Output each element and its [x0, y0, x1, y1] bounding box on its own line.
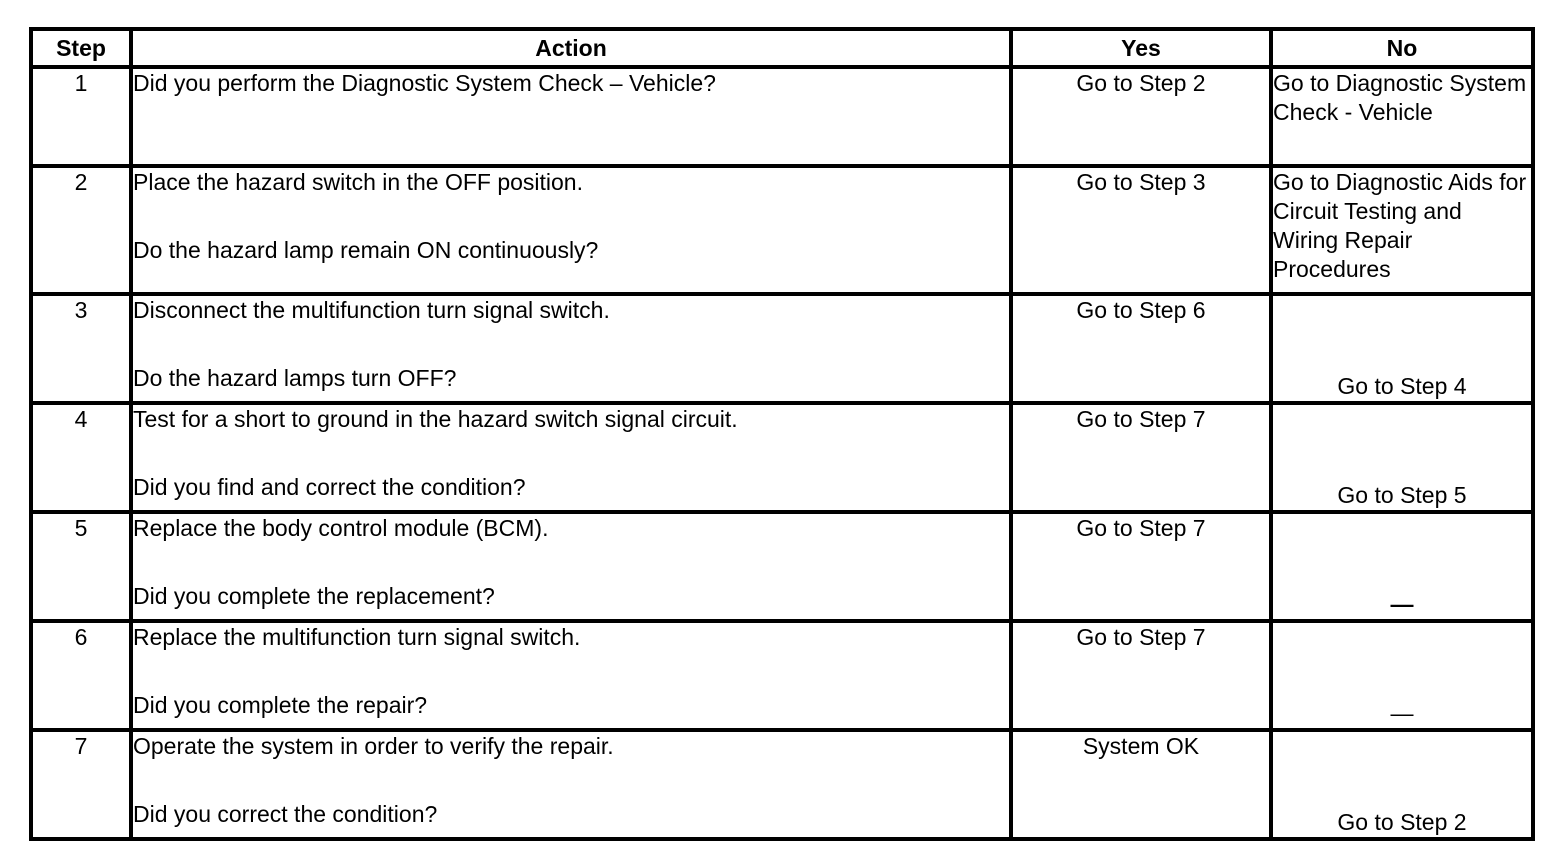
no-cell: Go to Diagnostic Aids for Circuit Testing and Wiring Repair Procedures [1271, 166, 1533, 294]
table-row [31, 166, 1533, 294]
action-cell [131, 294, 1011, 403]
table-row [31, 403, 1533, 512]
table-row [31, 621, 1533, 730]
action-text: Replace the multifunction turn signal switch. [133, 624, 581, 650]
question-text: Did you correct the condition? [133, 801, 438, 827]
action-text: Operate the system in order to verify the repair. [133, 733, 614, 759]
yes-cell: Go to Step 7 [1011, 512, 1271, 621]
action-cell [131, 67, 1011, 166]
action-text: Place the hazard switch in the OFF position. [133, 169, 583, 195]
table-row [31, 512, 1533, 621]
action-cell [131, 512, 1011, 621]
step-number: 6 [31, 621, 131, 730]
no-cell: Go to Step 2 [1271, 730, 1533, 839]
step-number: 1 [31, 67, 131, 166]
step-number: 3 [31, 294, 131, 403]
action-text: Replace the body control module (BCM). [133, 515, 549, 541]
no-cell: Go to Diagnostic System Check - Vehicle [1271, 67, 1533, 166]
no-cell: Go to Step 5 [1271, 403, 1533, 512]
question-text: Did you complete the repair? [133, 692, 428, 718]
header-step: Step [31, 29, 131, 67]
question-text: Did you complete the replacement? [133, 583, 495, 609]
header-row [31, 29, 1533, 67]
yes-cell: Go to Step 7 [1011, 621, 1271, 730]
diagnostic-table [29, 27, 1535, 841]
step-number: 7 [31, 730, 131, 839]
question-text: Do the hazard lamp remain ON continuously? [133, 237, 599, 263]
yes-cell: Go to Step 2 [1011, 67, 1271, 166]
action-cell [131, 403, 1011, 512]
no-cell [1271, 621, 1533, 730]
question-text: Did you find and correct the condition? [133, 474, 526, 500]
table-row [31, 67, 1533, 166]
action-text: Disconnect the multifunction turn signal switch. [133, 297, 610, 323]
header-no: No [1271, 29, 1533, 67]
yes-cell: Go to Step 3 [1011, 166, 1271, 294]
yes-cell: Go to Step 7 [1011, 403, 1271, 512]
no-dash: — [1390, 700, 1414, 726]
action-cell [131, 166, 1011, 294]
no-dash: — [1390, 591, 1414, 617]
action-cell [131, 621, 1011, 730]
action-cell [131, 730, 1011, 839]
action-text: Test for a short to ground in the hazard switch signal circuit. [133, 406, 738, 432]
no-cell [1271, 512, 1533, 621]
table-row [31, 730, 1533, 839]
question-text: Do the hazard lamps turn OFF? [133, 365, 457, 391]
no-cell: Go to Step 4 [1271, 294, 1533, 403]
step-number: 2 [31, 166, 131, 294]
header-yes: Yes [1011, 29, 1271, 67]
yes-cell: Go to Step 6 [1011, 294, 1271, 403]
yes-cell: System OK [1011, 730, 1271, 839]
action-text: Did you perform the Diagnostic System Check – Vehicle? [133, 70, 716, 96]
table-row [31, 294, 1533, 403]
step-number: 5 [31, 512, 131, 621]
step-number: 4 [31, 403, 131, 512]
header-action: Action [131, 29, 1011, 67]
